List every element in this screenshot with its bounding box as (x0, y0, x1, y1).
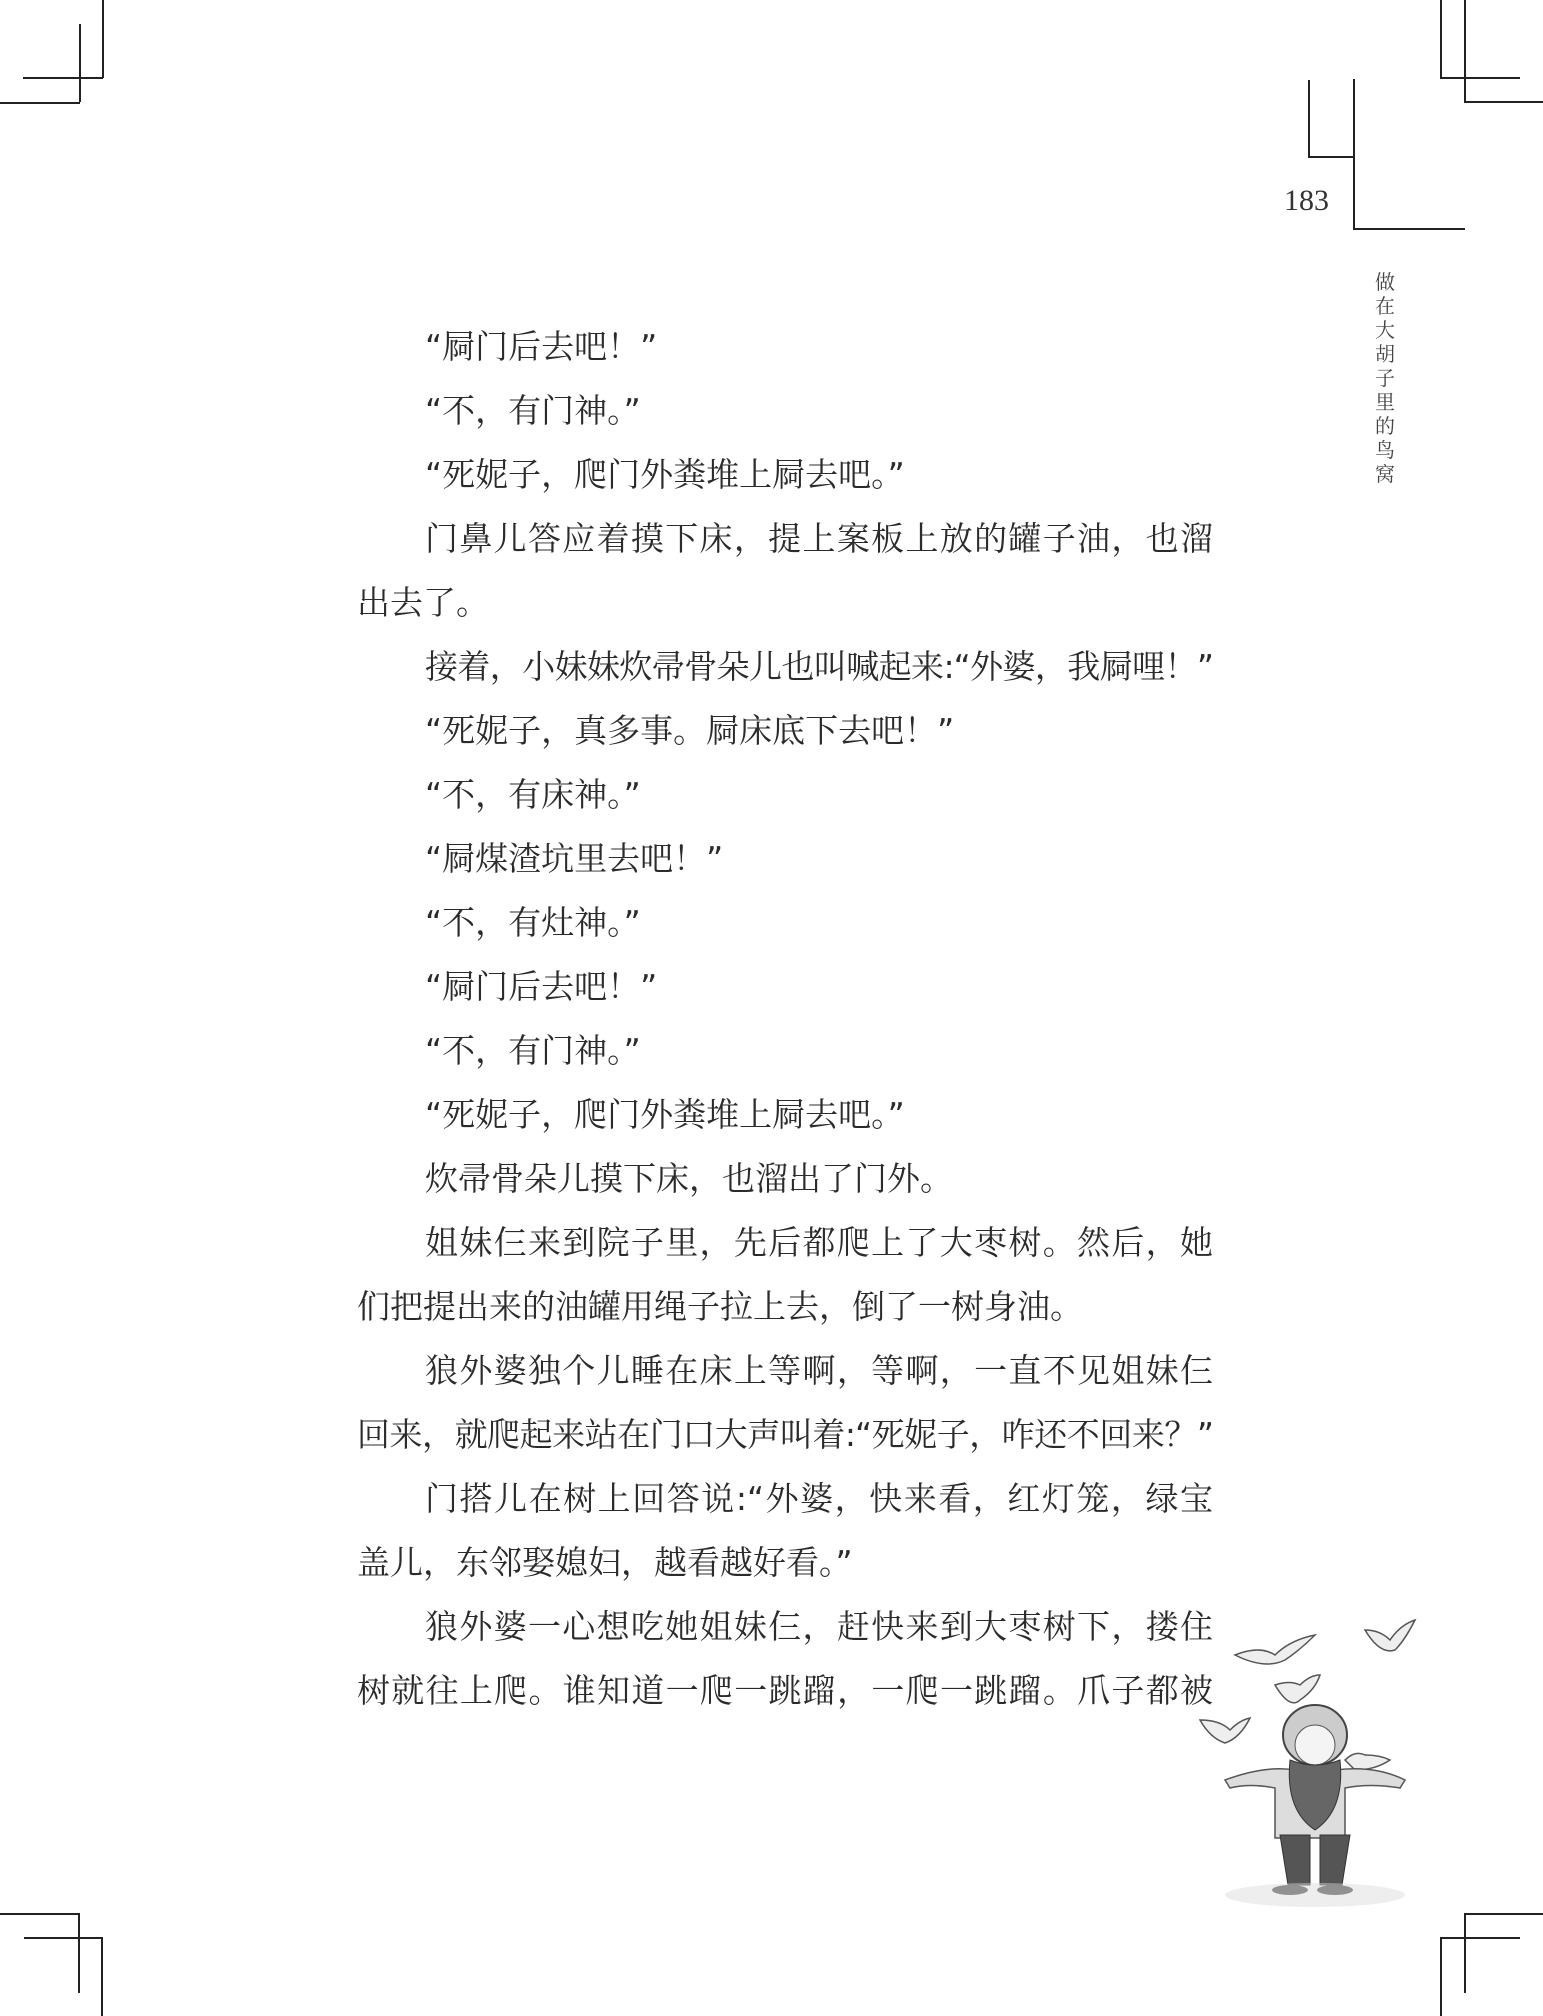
page-number: 183 (1284, 184, 1329, 217)
crop-line (23, 77, 103, 79)
text-line: 炊帚骨朵儿摸下床，也溜出了门外。 (425, 1159, 953, 1198)
crop-line (102, 0, 104, 78)
bird-icon (1365, 1620, 1415, 1651)
crop-line (1464, 1913, 1466, 1993)
crop-line (24, 1937, 103, 1939)
bearded-man-with-birds-illustration (1190, 1600, 1510, 1920)
text-line: 盖儿，东邻娶媳妇，越看越好看。” (357, 1543, 853, 1582)
text-line: 出去了。 (357, 583, 489, 622)
text-line: “不，有床神。” (425, 775, 641, 814)
crop-line (1464, 101, 1543, 103)
text-line: “不，有门神。” (425, 391, 641, 430)
crop-line (1440, 77, 1520, 79)
text-line: “不，有门神。” (425, 1031, 641, 1070)
text-line: 接着，小妹妹炊帚骨朵儿也叫喊起来:“外婆，我屙哩！” (425, 647, 1213, 686)
crop-line (0, 102, 80, 104)
text-line: “屙门后去吧！” (425, 967, 658, 1006)
text-line: 树就往上爬。谁知道一爬一跳蹓，一爬一跳蹓。爪子都被 (357, 1671, 1213, 1710)
text-line: 狼外婆独个儿睡在床上等啊，等啊，一直不见姐妹仨 (425, 1351, 1213, 1390)
crop-line (1440, 0, 1442, 78)
crop-line (78, 1913, 80, 1993)
crop-line (101, 1937, 103, 2016)
running-head-chapter-title: 做在大胡子里的鸟窝 (1375, 270, 1395, 486)
crop-line (1440, 1937, 1442, 2016)
bird-icon (1275, 1675, 1320, 1703)
bracket-line (1308, 156, 1355, 158)
crop-line (1464, 0, 1466, 103)
text-line: “不，有灶神。” (425, 903, 641, 942)
text-line: “屙煤渣坑里去吧！” (425, 839, 724, 878)
text-line: 们把提出来的油罐用绳子拉上去，倒了一树身油。 (357, 1287, 1083, 1326)
bird-icon (1200, 1718, 1250, 1743)
text-line: 狼外婆一心想吃她姐妹仨，赶快来到大枣树下，搂住 (425, 1607, 1213, 1646)
crop-line (79, 24, 81, 102)
bird-icon (1235, 1635, 1315, 1664)
man-figure (1225, 1705, 1405, 1907)
bracket-line (1353, 228, 1465, 230)
text-line: 回来，就爬起来站在门口大声叫着:“死妮子，咋还不回来？” (357, 1415, 1213, 1454)
bracket-line (1353, 79, 1355, 230)
text-line: 姐妹仨来到院子里，先后都爬上了大枣树。然后，她 (425, 1223, 1213, 1262)
text-line: 门鼻儿答应着摸下床，提上案板上放的罐子油，也溜 (425, 519, 1213, 558)
bird-icon (1345, 1753, 1390, 1770)
text-line: 门搭儿在树上回答说:“外婆，快来看，红灯笼，绿宝 (425, 1479, 1213, 1518)
crop-line (0, 1913, 80, 1915)
text-line: “死妮子，爬门外粪堆上屙去吧。” (425, 455, 905, 494)
text-line: “死妮子，真多事。屙床底下去吧！” (425, 711, 955, 750)
crop-line (1440, 1937, 1520, 1939)
body-text (357, 315, 1213, 1723)
bracket-line (1308, 80, 1310, 158)
text-line: “屙门后去吧！” (425, 327, 658, 366)
text-line: “死妮子，爬门外粪堆上屙去吧。” (425, 1095, 905, 1134)
